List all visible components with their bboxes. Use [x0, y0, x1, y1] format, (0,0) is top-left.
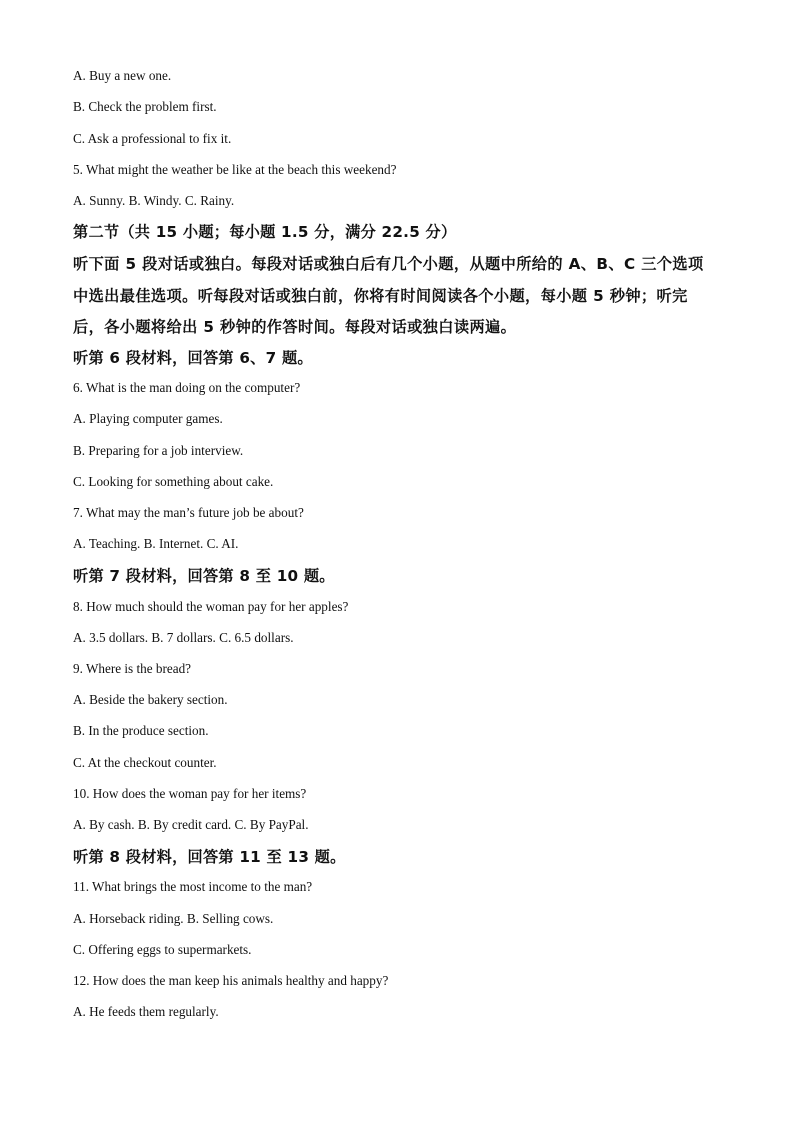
option-line: A. He feeds them regularly.	[73, 1004, 219, 1019]
option-line: A. Buy a new one.	[73, 68, 172, 83]
question-line: 11. What brings the most income to the man?	[73, 879, 313, 894]
question-line: 8. How much should the woman pay for her apples?	[73, 599, 349, 614]
section-heading: 第二节（共 15 小题；每小题 1.5 分，满分 22.5 分）	[73, 223, 457, 241]
option-line: A. By cash. B. By credit card. C. By PayPal.	[73, 817, 309, 832]
question-line: 5. What might the weather be like at the beach this weekend?	[73, 162, 397, 177]
option-line: B. Preparing for a job interview.	[73, 443, 244, 458]
question-line: 10. How does the woman pay for her items?	[73, 786, 307, 801]
instruction-line: 中选出最佳选项。听每段对话或独白前，你将有时间阅读各个小题，每小题 5 秒钟；听完	[73, 287, 688, 305]
option-line: B. Check the problem first.	[73, 99, 217, 114]
instruction-line: 听下面 5 段对话或独白。每段对话或独白后有几个小题，从题中所给的 A、B、C 三个选项	[73, 255, 704, 273]
option-line: C. Ask a professional to fix it.	[73, 131, 232, 146]
question-line: 9. Where is the bread?	[73, 661, 192, 676]
question-line: 12. How does the man keep his animals healthy and happy?	[73, 973, 389, 988]
question-line: 7. What may the man’s future job be about?	[73, 505, 304, 520]
question-line: 6. What is the man doing on the computer?	[73, 380, 301, 395]
option-line: C. Looking for something about cake.	[73, 474, 274, 489]
instruction-line: 后，各小题将给出 5 秒钟的作答时间。每段对话或独白读两遍。	[73, 318, 517, 336]
option-line: A. 3.5 dollars. B. 7 dollars. C. 6.5 dollars.	[73, 630, 294, 645]
option-line: A. Horseback riding. B. Selling cows.	[73, 911, 274, 926]
material-heading: 听第 7 段材料，回答第 8 至 10 题。	[73, 567, 335, 585]
option-line: C. Offering eggs to supermarkets.	[73, 942, 252, 957]
material-heading: 听第 6 段材料，回答第 6、7 题。	[73, 349, 313, 367]
option-line: A. Playing computer games.	[73, 411, 223, 426]
material-heading: 听第 8 段材料，回答第 11 至 13 题。	[73, 848, 346, 866]
option-line: A. Teaching. B. Internet. C. AI.	[73, 536, 239, 551]
option-line: C. At the checkout counter.	[73, 755, 217, 770]
option-line: A. Sunny. B. Windy. C. Rainy.	[73, 193, 235, 208]
option-line: A. Beside the bakery section.	[73, 692, 228, 707]
option-line: B. In the produce section.	[73, 723, 209, 738]
